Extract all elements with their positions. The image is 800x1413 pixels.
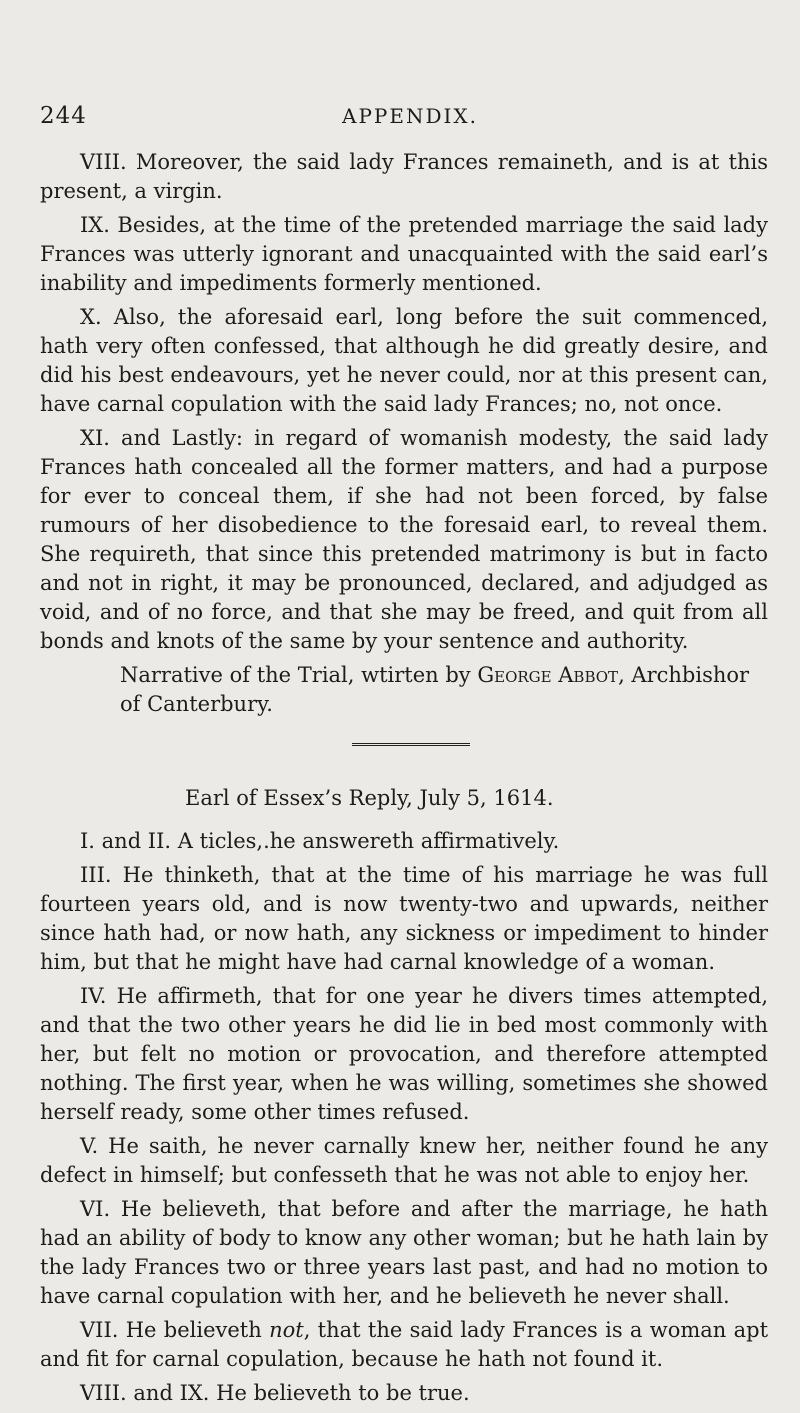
article-ix: IX. Besides, at the time of the pretended marriage the said lady Frances was utterly ignorant and unacquainted with the said earl’s inability and impediments formerly mentioned. — [40, 213, 768, 295]
attribution-prefix: Narrative of the Trial, wtirten by — [120, 663, 478, 687]
article-x: X. Also, the aforesaid earl, long before the suit commenced, hath very often confessed, that although he did greatly desire, and did his best endeavours, yet he never could, nor at this present can, have carnal copulation with the said lady Frances; no, not once. — [40, 305, 768, 416]
reply-article-vi: VI. He believeth, that before and after the marriage, he hath had an ability of body to know any other woman; but he hath lain by the lady Frances two or three years last past, and had no motion to have carnal copulation with her, and he believeth he never shall. — [40, 1197, 768, 1308]
page-header — [0, 103, 800, 137]
attribution — [40, 661, 768, 719]
page-body — [40, 148, 768, 1413]
article-viii: VIII. Moreover, the said lady Frances remaineth, and is at this present, a virgin. — [40, 150, 768, 203]
reply-article-vii — [40, 1316, 768, 1374]
section-divider — [352, 743, 470, 748]
reply-article-viii-ix: VIII. and IX. He believeth to be true. — [80, 1381, 470, 1405]
page-number: 244 — [40, 103, 87, 129]
article-vii-after: , that the said lady Frances is a woman apt and fit for carnal copulation, because he hath not found it. — [40, 1318, 769, 1371]
article-vii-before: VII. He believeth — [80, 1318, 270, 1342]
reply-article-i-ii: I. and II. A ticles,.he answereth affirmatively. — [80, 829, 560, 853]
running-head: APPENDIX. — [342, 104, 478, 128]
reply-article-v: V. He saith, he never carnally knew her, neither found he any defect in himself; but confesseth that he was not able to enjoy her. — [40, 1134, 768, 1187]
attribution-author: George Abbot — [477, 663, 619, 687]
section-title: Earl of Essex’s Reply, July 5, 1614. — [185, 786, 554, 810]
article-xi: XI. and Lastly: in regard of womanish modesty, the said lady Frances hath concealed all the former matters, and had a purpose for ever to conceal them, if she had not been forced, by false rumours of her disobedience to the foresaid earl, to reveal them. She requireth, that since this pretended matrimony is but in facto and not in right, it may be pronounced, declared, and adjudged as void, and of no force, and that she may be freed, and quit from all bonds and knots of the same by your sentence and authority. — [40, 426, 768, 653]
reply-article-iii: III. He thinketh, that at the time of his marriage he was full fourteen years old, and is now twenty-two and upwards, neither since hath had, or now hath, any sickness or impediment to hinder him, but that he might have had carnal knowledge of a woman. — [40, 863, 768, 974]
article-vii-emphasis: not — [269, 1318, 304, 1342]
reply-article-iv: IV. He affirmeth, that for one year he divers times attempted, and that the two other years he did lie in bed most commonly with her, but felt no motion or provocation, and therefore attempted nothing. The first year, when he was willing, sometimes she showed herself ready, some other times refused. — [40, 984, 768, 1124]
attribution-suffix: , Archbishor of Canterbury. — [120, 663, 750, 716]
